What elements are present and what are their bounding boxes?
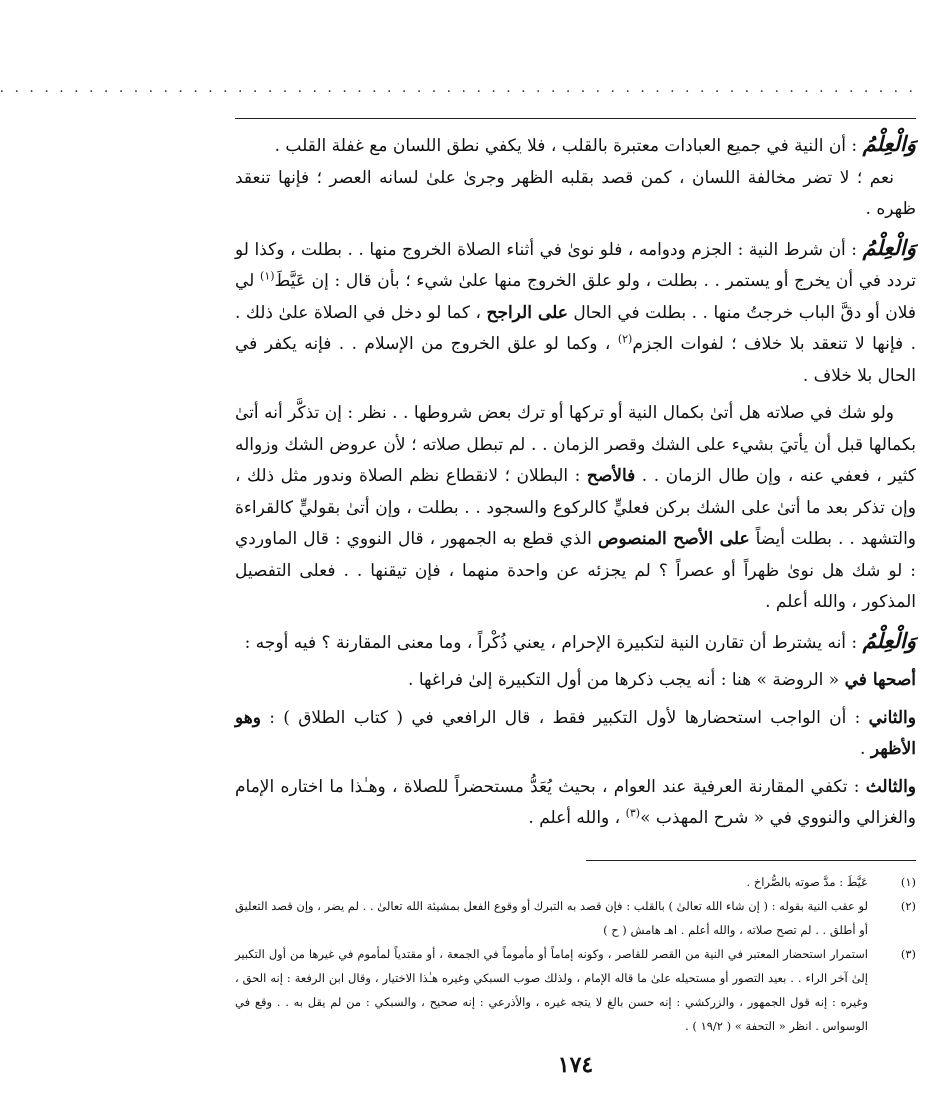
paragraph-fasl-3 bbox=[235, 625, 916, 660]
footnote-ref-3[interactable]: (٣) bbox=[625, 806, 641, 820]
header-rule bbox=[235, 118, 916, 119]
bold-phrase: أصحها في bbox=[844, 670, 916, 690]
paragraph-text: الذي قطع به الجمهور ، قال النووي : قال الماوردي : لو شك هل نوىٰ ظهراً أو عصراً ؟ لم يجزئه عن واحدة منهما ، فإن تيقنها . . فعلى التفصيل المذكور ، والله أعلم . bbox=[235, 529, 916, 612]
bold-phrase: والثاني bbox=[868, 707, 916, 728]
paragraph-wajh-3 bbox=[235, 772, 916, 835]
paragraph-fasl-1 bbox=[235, 128, 916, 163]
bold-phrase: والثالث bbox=[865, 776, 916, 797]
footnote-item bbox=[235, 894, 916, 942]
footnote-separator bbox=[586, 860, 916, 861]
footnote-number: (١) bbox=[900, 875, 916, 889]
page-number: ١٧٤ bbox=[557, 1052, 594, 1078]
paragraph-fasl-2 bbox=[235, 232, 916, 393]
paragraph-text: « الروضة » هنا : أنه يجب ذكرها من أول التكبيرة إلىٰ فراغها . bbox=[408, 670, 845, 690]
footnote-ref-2[interactable]: (٢) bbox=[617, 332, 633, 346]
paragraph-wajh-2 bbox=[235, 703, 916, 766]
paragraph-text: : أن شرط النية : الجزم ودوامه ، فلو نوىٰ في أثناء الصلاة الخروج منها . . بطلت ، وكذا لو تردد في أن يخرج أو يستمر . . بطلت ، ولو علق الخروج منها علىٰ شيء ؛ بأن قال : إن عَيَّطَ bbox=[235, 239, 916, 291]
fasl-ornament: وَالْعِلْمُ bbox=[862, 131, 916, 156]
fasl-ornament: وَالْعِلْمُ bbox=[862, 234, 916, 260]
header-dotted-line: . . . . . . . . . . . . . . . . . . . . . . . . . . . . . . . . . . . . . . . . . . . . . . . . . . . . . . . . . . . . . . bbox=[0, 80, 916, 96]
paragraph-text: . bbox=[860, 739, 871, 759]
bold-phrase: وهو الأظهر bbox=[235, 707, 916, 759]
footnotes bbox=[235, 870, 916, 1038]
paragraph-text: نعم ؛ لا تضر مخالفة اللسان ، كمن قصد بقلبه الظهر وجرىٰ علىٰ لسانه العصر ؛ فإنها تنعقد ظهره . bbox=[235, 167, 916, 219]
footnote-ref-1[interactable]: (١) bbox=[260, 269, 275, 283]
paragraph-text: : أن النية في جميع العبادات معتبرة بالقلب ، فلا يكفي نطق اللسان مع غفلة القلب . bbox=[274, 136, 863, 156]
footnote-number: (٣) bbox=[900, 947, 916, 961]
paragraph-text: : البطلان ؛ لانقطاع نظم الصلاة وندور مثل ذلك ، وإن تذكر بعد ما أتىٰ على الشك بركن فعليٍّ كالركوع والسجود . . بطلت ، وإن أتىٰ بقوليٍّ كالقراءة والتشهد . . بطلت أيضاً bbox=[235, 466, 917, 549]
bold-phrase: فالأصح bbox=[586, 466, 636, 486]
footnote-text: عَيَّطَ : مدَّ صوته بالصُّراخ . bbox=[746, 875, 868, 889]
bold-phrase: على الأصح المنصوص bbox=[597, 529, 750, 549]
main-text bbox=[235, 128, 916, 835]
footnote-text: استمرار استحضار المعتبر في النية من القصر للقاصر ، وكونه إماماً أو مأموماً في الجمعة ، أو مقتدياً لمأموم في غيرها من أول التكبير إلىٰ آخر الراء . . بعيد التصور أو مستحيله علىٰ ما قاله الإمام ، ولذلك صوب السبكي وغيره هـٰذا الاختيار ، وقال ابن الرفعة : إنه الحق ، وغيره : إنه قول الجمهور ، والزركشي : إنه حسن بالغ لا يتجه غيره ، والأذرعي : إنه صحيح ، والسبكي : من لم يقل به . . وقع في الوسواس . انظر « التحفة » ( ١٩/٢ ) . bbox=[235, 947, 868, 1033]
paragraph-text: ، كما لو دخل في الصلاة علىٰ ذلك . . فإنها لا تنعقد بلا خلاف ؛ لفوات الجزم bbox=[235, 302, 916, 354]
fasl-ornament: وَالْعِلْمُ bbox=[862, 627, 916, 653]
footnote-item bbox=[235, 870, 916, 894]
bold-phrase: على الراجح bbox=[486, 302, 568, 323]
footnote-item bbox=[235, 942, 916, 1038]
paragraph-text: لي فلان أو دقَّ الباب خرجتُ منها . . بطلت في الحال bbox=[235, 271, 916, 323]
paragraph-wajh-1 bbox=[235, 665, 916, 697]
footnote-number: (٢) bbox=[900, 899, 916, 913]
paragraph-text: : أن الواجب استحضارها لأول التكبير فقط ، قال الرافعي في ( كتاب الطلاق ) : bbox=[260, 707, 869, 728]
footnote-text: لو عقب النية بقوله : ( إن شاء الله تعالىٰ ) بالقلب : فإن قصد به التبرك أو وقوع الفعل بمشيئة الله تعالىٰ . . لم يضر ، وإن قصد التعليق أو أطلق . . لم تصح صلاته ، والله أعلم . اهـ هامش ( ح ) bbox=[235, 899, 868, 937]
paragraph-naam bbox=[235, 163, 916, 226]
paragraph-text: ، وكما لو علق الخروج من الإسلام . . فإنه يكفر في الحال بلا خلاف . bbox=[235, 334, 916, 386]
paragraph-text: : أنه يشترط أن تقارن النية لتكبيرة الإحرام ، يعني ذُكْراً ، وما معنى المقارنة ؟ فيه أوجه : bbox=[244, 632, 863, 653]
paragraph-text: : تكفي المقارنة العرفية عند العوام ، بحيث يُعَدُّ مستحضراً للصلاة ، وهـٰذا ما اختاره الإمام والغزالي والنووي في « شرح المهذب » bbox=[235, 776, 916, 828]
paragraph-shakk bbox=[235, 398, 916, 619]
paragraph-text: ولو شك في صلاته هل أتىٰ بكمال النية أو تركها أو ترك بعض شروطها . . نظر : إن تذكَّر أنه أتىٰ بكمالها قبل أن يأتيَ بشيء على الشك وقصر الزمان . . لم تبطل صلاته ؛ لأن عروض الشك وزواله كثير ، فعفي عنه ، وإن طال الزمان . . bbox=[235, 403, 916, 486]
paragraph-text: ، والله أعلم . bbox=[528, 808, 626, 828]
